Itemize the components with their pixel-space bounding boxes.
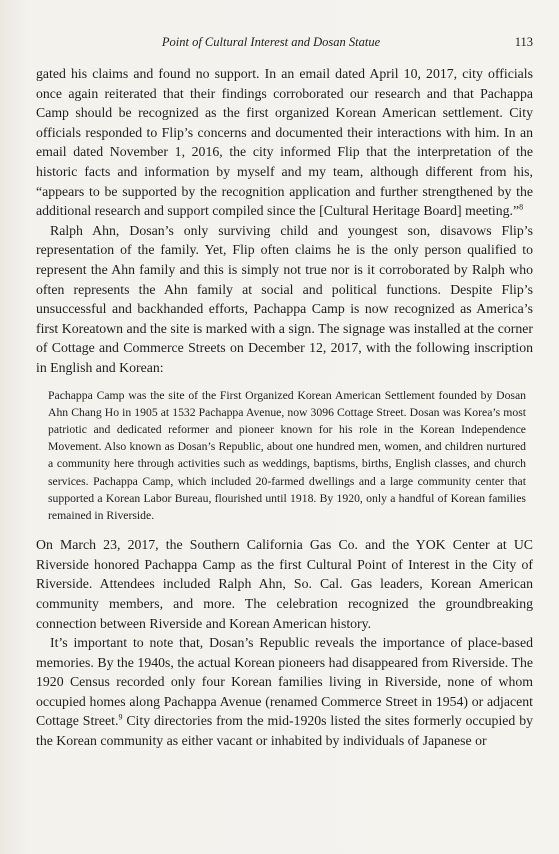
footnote-ref-9: 9 bbox=[118, 712, 123, 722]
body-text bbox=[36, 64, 533, 751]
paragraph-3 bbox=[36, 535, 533, 633]
paragraph-1 bbox=[36, 64, 533, 221]
paragraph-3-text: On March 23, 2017, the Southern California Gas Co. and the YOK Center at UC Riverside honored Pachappa Camp as the first Cultural Point of Interest in the City of Riverside. Attendees included Ralph Ahn, So. Cal. Gas leaders, Korean American community members, and more. The celebration recognized the groundbreaking connection between Riverside and Korean American history. bbox=[36, 537, 533, 631]
paragraph-1-text: gated his claims and found no support. In an email dated April 10, 2017, city officials once again reiterated that their findings corroborated our research and that Pachappa Camp should be recognized as the first organized Korean American settlement. City officials responded to Flip’s concerns and documented their interactions with him. In an email dated November 1, 2016, the city informed Flip that the interpretation of the historic facts and information by myself and my team, although different from his, “appears to be supported by the recognition application and further strengthened by the additional research and support compiled since the [Cultural Heritage Board] meeting.” bbox=[36, 66, 533, 219]
running-header bbox=[36, 35, 533, 53]
sign-inscription-quote bbox=[48, 387, 526, 525]
footnote-ref-8: 8 bbox=[519, 202, 524, 212]
paragraph-2 bbox=[36, 221, 533, 378]
paragraph-4-text-b: City directories from the mid-1920s listed the sites formerly occupied by the Korean community as either vacant or inhabited by individuals of Japanese or bbox=[36, 713, 533, 749]
page-number: 113 bbox=[514, 35, 533, 49]
paragraph-2-text: Ralph Ahn, Dosan’s only surviving child and youngest son, disavows Flip’s representation of the family. Yet, Flip often claims he is the only person qualified to represent the Ahn family and this is simply not true nor is it corroborated by Ralph who often represents the Ahn family at social and political functions. Despite Flip’s unsuccessful and backhanded efforts, Pachappa Camp is now recognized as America’s first Koreatown and the site is marked with a sign. The signage was installed at the corner of Cottage and Commerce Streets on December 12, 2017, with the following inscription in English and Korean: bbox=[36, 222, 533, 375]
running-title: Point of Cultural Interest and Dosan Statue bbox=[161, 35, 381, 49]
paragraph-4 bbox=[36, 633, 533, 751]
inscription-text: Pachappa Camp was the site of the First Organized Korean American Settlement founded by Dosan Ahn Chang Ho in 1905 at 1532 Pachappa Avenue, now 3096 Cottage Street. Dosan was Korea’s most patriotic and dedicated reformer and pioneer known for his role in the Korean Independence Movement. Also known as Dosan’s Republic, about one hundred men, women, and children nurtured a community here through activities such as weddings, baptisms, births, English classes, and church services. Pachappa Camp, which included 20-farmed dwellings and a large community center that supported a Korean Labor Bureau, flourished until 1918. By 1920, only a handful of Korean families remained in Riverside. bbox=[48, 388, 526, 522]
paragraph-4-text-a: It’s important to note that, Dosan’s Republic reveals the importance of place-based memories. By the 1940s, the actual Korean pioneers had disappeared from Riverside. The 1920 Census recorded only four Korean families living in Riverside, none of whom occupied homes along Pachappa Avenue (renamed Commerce Street in 1954) or adjacent Cottage Street. bbox=[36, 635, 533, 729]
